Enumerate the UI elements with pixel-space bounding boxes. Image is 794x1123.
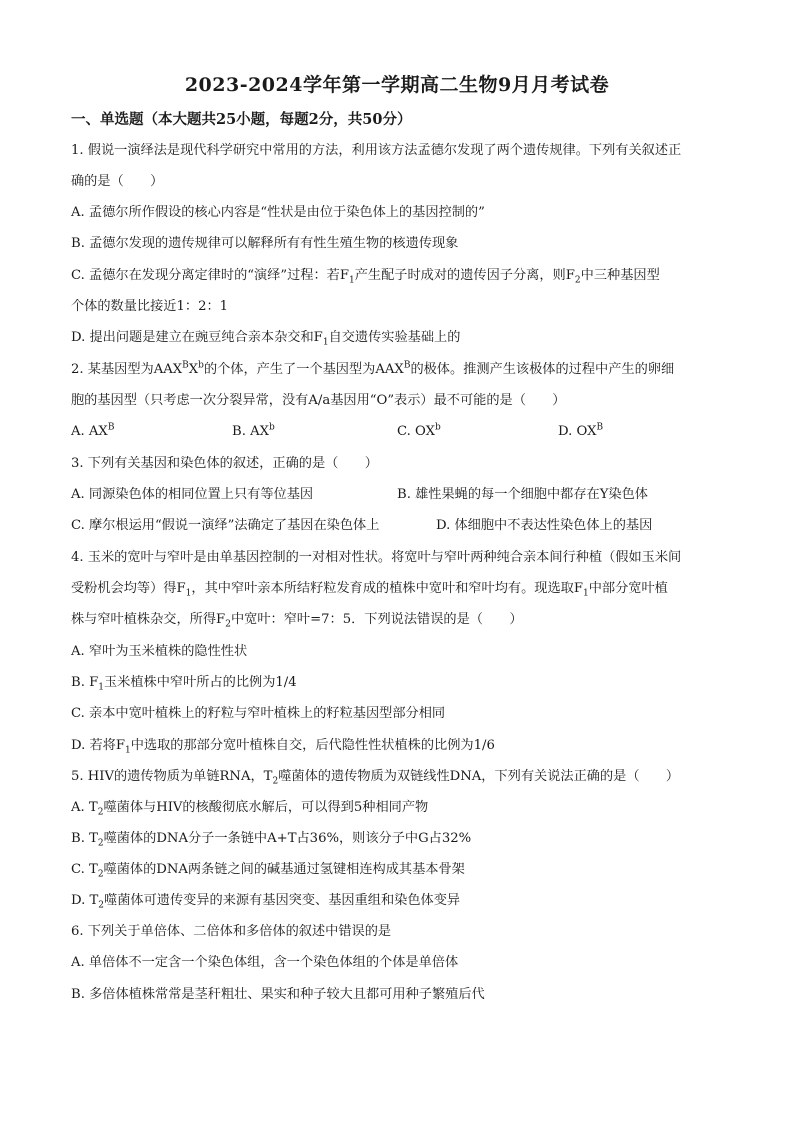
q2-stem-line1: 2. 某基因型为$AAX^BX^b$的个体，产生了一个基因型为$AAX^B$的极体。推测产生该极体的过程中产生的卵细	[71, 360, 675, 377]
q4-option-c: C. 亲本中宽叶植株上的籽粒与窄叶植株上的籽粒基因型部分相同	[71, 706, 446, 721]
q3-stem: 3. 下列有关基因和染色体的叙述，正确的是（ ）	[71, 456, 378, 471]
q1-option-c-line2: 个体的数量比接近1：2：1	[71, 299, 229, 314]
q4-stem-line2: 受粉机会均等）得$F_1$，其中窄叶亲本所结籽粒发育成的植株中宽叶和窄叶均有。现选取$F_1$中部分宽叶植	[71, 581, 668, 599]
q6-option-a: A. 单倍体不一定含一个染色体组，含一个染色体组的个体是单倍体	[71, 955, 459, 970]
q3-option-c: C. 摩尔根运用“假说一演绎”法确定了基因在染色体上	[71, 518, 380, 533]
q2-option-c: C. $OX^b$	[397, 422, 441, 439]
q1-option-a: A. 孟德尔所作假设的核心内容是“性状是由位于染色体上的基因控制的”	[71, 205, 485, 220]
q1-stem-line1: 1. 假说一演绎法是现代科学研究中常用的方法，利用该方法孟德尔发现了两个遗传规律。下列有关叙述正	[71, 143, 682, 158]
q1-option-b: B. 孟德尔发现的遗传规律可以解释所有有性生殖生物的核遗传现象	[71, 236, 459, 251]
q2-option-a: A. $AX^B$	[71, 422, 115, 439]
q5-option-a: A. $T_2$噬菌体与HIV的核酸彻底水解后，可以得到5种相同产物	[71, 800, 429, 818]
q4-stem-line3: 株与窄叶植株杂交，所得$F_2$中宽叶：窄叶=7：5．下列说法错误的是（ ）	[71, 612, 523, 630]
q5-option-b: B. $T_2$噬菌体的DNA分子一条链中A+T占36%，则该分子中G占32%	[71, 831, 472, 849]
q1-option-d: D. 提出问题是建立在豌豆纯合亲本杂交和$F_1$自交遗传实验基础上的	[71, 330, 461, 348]
q5-stem: 5. HIV的遗传物质为单链RNA，$T_2$噬菌体的遗传物质为双链线性DNA，下列有关说法正确的是（ ）	[71, 769, 680, 787]
q4-option-b: B. $F_1$玉米植株中窄叶所占的比例为1/4	[71, 675, 297, 693]
q3-option-a: A. 同源染色体的相同位置上只有等位基因	[71, 487, 314, 502]
q6-stem: 6. 下列关于单倍体、二倍体和多倍体的叙述中错误的是	[71, 924, 392, 939]
q4-stem-line1: 4. 玉米的宽叶与窄叶是由单基因控制的一对相对性状。将宽叶与窄叶两种纯合亲本间行种植（假如玉米间	[71, 550, 682, 565]
q3-option-b: B. 雄性果蝇的每一个细胞中都存在Y染色体	[397, 487, 648, 502]
q4-option-a: A. 窄叶为玉米植株的隐性性状	[71, 644, 248, 659]
section-heading: 一、单选题（本大题共25小题，每题2分，共50分）	[71, 111, 412, 128]
q1-option-c-line1: C. 孟德尔在发现分离定律时的“演绎”过程：若$F_1$产生配子时成对的遗传因子分离，则$F_2$中三种基因型	[71, 268, 660, 286]
q2-option-d: D. $OX^B$	[558, 422, 604, 439]
q6-option-b: B. 多倍体植株常常是茎秆粗壮、果实和种子较大且都可用种子繁殖后代	[71, 987, 485, 1002]
q2-stem-line2: 胞的基因型（只考虑一次分裂异常，没有A/a基因用“O”表示）最不可能的是（ ）	[71, 393, 566, 408]
q5-option-c: C. $T_2$噬菌体的DNA两条链之间的碱基通过氢键相连构成其基本骨架	[71, 862, 465, 880]
q5-option-d: D. $T_2$噬菌体可遗传变异的来源有基因突变、基因重组和染色体变异	[71, 893, 461, 911]
q3-option-d: D. 体细胞中不表达性染色体上的基因	[436, 518, 653, 533]
exam-title: 2023-2024学年第一学期高二生物9月月考试卷	[184, 74, 610, 96]
q1-stem-line2: 确的是（ ）	[71, 174, 164, 189]
q2-option-b: B. $AX^b$	[232, 422, 275, 439]
q4-option-d: D. 若将$F_1$中选取的那部分宽叶植株自交，后代隐性性状植株的比例为1/6	[71, 738, 495, 756]
